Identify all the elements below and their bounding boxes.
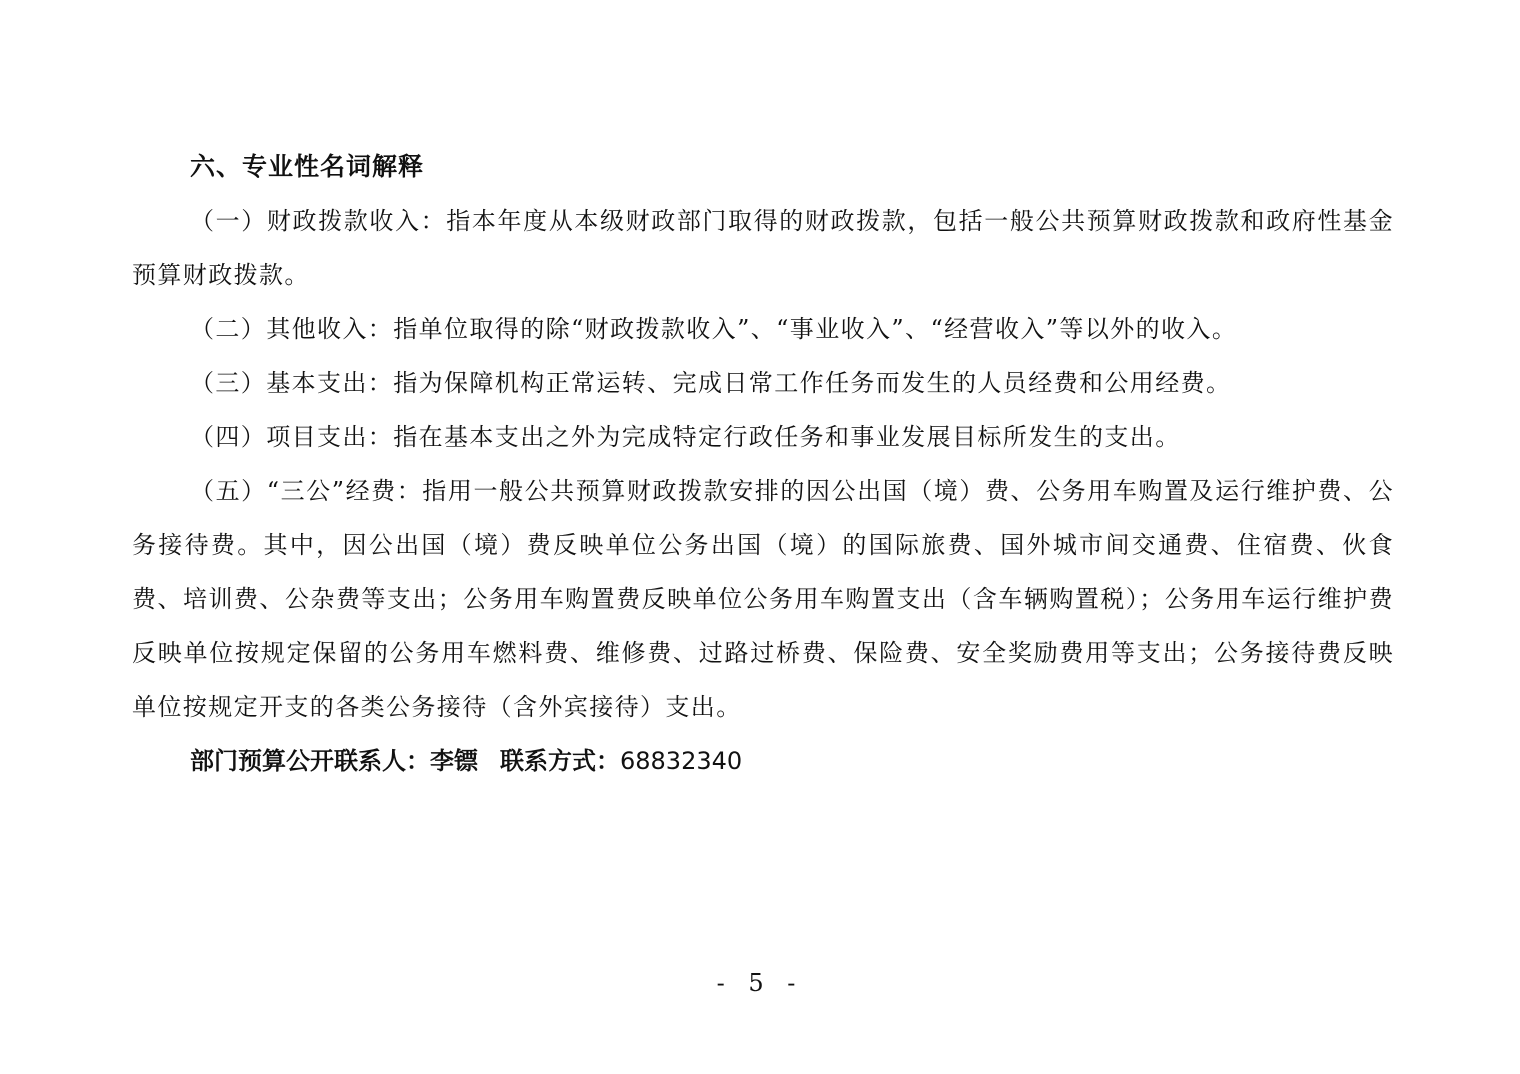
section-heading: 六、专业性名词解释 [190,152,425,181]
contact-line [132,734,1394,788]
contact-method-label: 联系方式： [500,747,620,775]
paragraph-three-public-expenses: （五）“三公”经费：指用一般公共预算财政拨款安排的因公出国（境）费、公务用车购置及运行维护费、公务接待费。其中，因公出国（境）费反映单位公务出国（境）的国际旅费、国外城市间交通费、住宿费、伙食费、培训费、公杂费等支出；公务用车购置费反映单位公务用车购置支出（含车辆购置税）；公务用车运行维护费反映单位按规定保留的公务用车燃料费、维修费、过路过桥费、保险费、安全奖励费用等支出；公务接待费反映单位按规定开支的各类公务接待（含外宾接待）支出。 [132,477,1394,721]
contact-person-label: 部门预算公开联系人： [190,747,430,775]
contact-phone: 68832340 [620,747,743,775]
paragraph-project-expenditure: （四）项目支出：指在基本支出之外为完成特定行政任务和事业发展目标所发生的支出。 [190,423,1181,451]
contact-person-name: 李镖 [430,747,478,775]
document-body [132,140,1394,788]
paragraph-fiscal-appropriation-income: （一）财政拨款收入：指本年度从本级财政部门取得的财政拨款，包括一般公共预算财政拨款和政府性基金预算财政拨款。 [132,207,1394,289]
paragraph-other-income: （二）其他收入：指单位取得的除“财政拨款收入”、“事业收入”、“经营收入”等以外的收入。 [190,315,1238,343]
page-number: - 5 - [716,969,804,997]
paragraph-basic-expenditure: （三）基本支出：指为保障机构正常运转、完成日常工作任务而发生的人员经费和公用经费。 [190,369,1232,397]
